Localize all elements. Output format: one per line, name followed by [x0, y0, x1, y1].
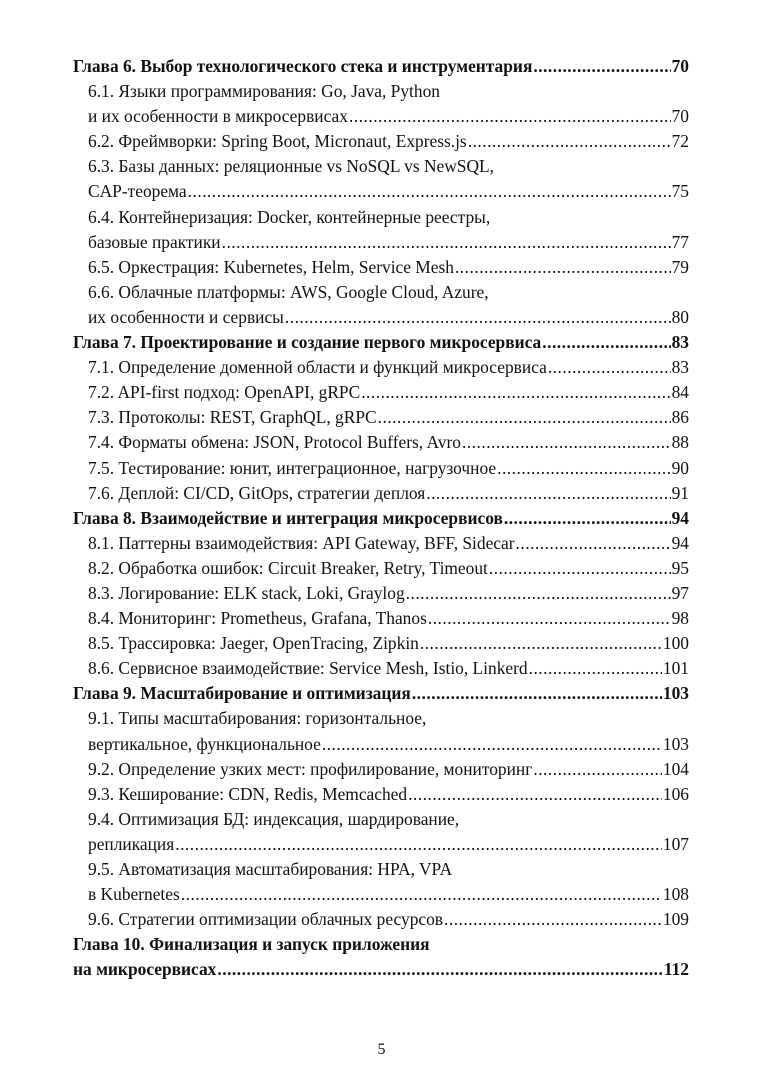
toc-entry-title: вертикальное, функциональное: [88, 733, 321, 754]
toc-page-number: 109: [662, 909, 689, 930]
toc-page-number: 100: [662, 633, 689, 654]
toc-section-line: [73, 205, 689, 230]
toc-entry-title: 7.5. Тестирование: юнит, интеграционное, нагрузочное: [88, 457, 497, 478]
toc-section-line: [73, 456, 689, 481]
toc-section-line: [73, 857, 689, 882]
dot-leader: [406, 581, 671, 606]
toc-page-number: 83: [671, 357, 689, 378]
toc-entry-title: 7.1. Определение доменной области и функций микросервиса: [88, 357, 547, 378]
toc-entry-title: 9.1. Типы масштабирования: горизонтальное,: [88, 708, 427, 729]
dot-leader: [504, 506, 671, 531]
toc-entry-title: 8.2. Обработка ошибок: Circuit Breaker, Retry, Timeout: [88, 557, 488, 578]
toc-section-line: [73, 380, 689, 405]
toc-page-number: 90: [671, 457, 689, 478]
toc-entry-title: 6.3. Базы данных: реляционные vs NoSQL vs NewSQL,: [88, 156, 495, 177]
dot-leader: [455, 255, 671, 280]
toc-entry-title: в Kubernetes: [88, 884, 180, 905]
toc-page-number: 101: [662, 658, 689, 679]
toc-entry-title: 8.6. Сервисное взаимодействие: Service Mesh, Istio, Linkerd: [88, 658, 528, 679]
toc-section-line: [73, 481, 689, 506]
toc-chapter-line: [73, 506, 689, 531]
dot-leader: [349, 104, 671, 129]
toc-page-number: 97: [671, 582, 689, 603]
dot-leader: [529, 656, 662, 681]
toc-section-line: [73, 280, 689, 305]
toc-chapter-line: [73, 681, 689, 706]
toc-entry-title: 7.3. Протоколы: REST, GraphQL, gRPC: [88, 407, 377, 428]
dot-leader: [285, 305, 671, 330]
toc-entry-title: 8.5. Трассировка: Jaeger, OpenTracing, Zipkin: [88, 633, 419, 654]
toc-section-line: [73, 104, 689, 129]
toc-section-line: [73, 305, 689, 330]
toc-section-line: [73, 79, 689, 104]
dot-leader: [516, 531, 671, 556]
toc-entry-title: и их особенности в микросервисах: [88, 106, 348, 127]
toc-entry-title: 7.4. Форматы обмена: JSON, Protocol Buffers, Avro: [88, 432, 461, 453]
toc-section-line: [73, 706, 689, 731]
toc-entry-title: 6.1. Языки программирования: Go, Java, Python: [88, 81, 440, 102]
toc-section-line: [73, 606, 689, 631]
dot-leader: [497, 456, 671, 481]
toc-entry-title: 6.4. Контейнеризация: Docker, контейнерные реестры,: [88, 206, 491, 227]
dot-leader: [181, 882, 662, 907]
dot-leader: [217, 957, 662, 982]
toc-chapter-line: [73, 932, 689, 957]
toc-section-line: [73, 757, 689, 782]
toc-page-number: 103: [662, 733, 689, 754]
dot-leader: [444, 907, 662, 932]
dot-leader: [420, 631, 662, 656]
toc-page-number: 70: [671, 106, 689, 127]
dot-leader: [378, 405, 671, 430]
toc-entry-title: CAP-теорема: [88, 181, 187, 202]
toc-entry-title: 6.6. Облачные платформы: AWS, Google Cloud, Azure,: [88, 281, 489, 302]
toc-section-line: [73, 179, 689, 204]
toc-entry-title: их особенности и сервисы: [88, 306, 284, 327]
toc-page-number: 80: [671, 306, 689, 327]
dot-leader: [548, 355, 671, 380]
toc-page-number: 95: [671, 557, 689, 578]
toc-page-number: 104: [662, 758, 689, 779]
toc-section-line: [73, 782, 689, 807]
toc-entry-title: 9.2. Определение узких мест: профилирование, мониторинг: [88, 758, 533, 779]
toc-page-number: 70: [671, 56, 689, 76]
toc-section-line: [73, 531, 689, 556]
toc-section-line: [73, 631, 689, 656]
dot-leader: [468, 129, 671, 154]
toc-chapter-line: [73, 957, 689, 982]
dot-leader: [533, 757, 662, 782]
toc-entry-title: 9.5. Автоматизация масштабирования: HPA, VPA: [88, 859, 453, 879]
toc-entry-title: Глава 8. Взаимодействие и интеграция микросервисов: [73, 507, 503, 528]
toc-section-line: [73, 255, 689, 280]
toc-entry-title: 8.1. Паттерны взаимодействия: API Gateway, BFF, Sidecar: [88, 532, 515, 553]
toc-section-line: [73, 907, 689, 932]
toc-entry-title: Глава 9. Масштабирование и оптимизация: [73, 683, 411, 704]
dot-leader: [462, 430, 671, 455]
dot-leader: [188, 179, 671, 204]
dot-leader: [175, 832, 662, 857]
toc-section-line: [73, 581, 689, 606]
toc-section-line: [73, 732, 689, 757]
toc-entry-title: 9.4. Оптимизация БД: индексация, шардирование,: [88, 808, 460, 829]
toc-section-line: [73, 807, 689, 832]
dot-leader: [426, 481, 670, 506]
toc-section-line: [73, 129, 689, 154]
toc-section-line: [73, 154, 689, 179]
dot-leader: [222, 230, 671, 255]
toc-section-line: [73, 656, 689, 681]
dot-leader: [489, 556, 671, 581]
toc-entry-title: Глава 6. Выбор технологического стека и инструментария: [73, 56, 533, 76]
toc-section-line: [73, 556, 689, 581]
toc-page-number: 84: [671, 382, 689, 403]
toc-page-number: 112: [663, 959, 689, 980]
toc-entry-title: на микросервисах: [73, 959, 217, 980]
toc-page-number: 98: [671, 608, 689, 629]
toc-chapter-line: [73, 330, 689, 355]
toc-page-number: 72: [671, 131, 689, 152]
toc-page-number: 83: [671, 332, 689, 353]
toc-section-line: [73, 230, 689, 255]
dot-leader: [542, 330, 670, 355]
dot-leader: [412, 681, 662, 706]
toc-entry-title: Глава 10. Финализация и запуск приложения: [73, 934, 430, 955]
toc-entry-title: 8.3. Логирование: ELK stack, Loki, Graylog: [88, 582, 405, 603]
toc-section-line: [73, 405, 689, 430]
toc-page-number: 94: [671, 532, 689, 553]
toc-page-number: 94: [671, 507, 689, 528]
toc-page-number: 88: [671, 432, 689, 453]
toc-section-line: [73, 832, 689, 857]
toc-page-number: 107: [662, 833, 689, 854]
page-number: 5: [377, 1041, 386, 1058]
toc-section-line: [73, 355, 689, 380]
toc-page-number: 106: [662, 783, 689, 804]
toc-page-number: 75: [671, 181, 689, 202]
dot-leader: [408, 782, 662, 807]
toc-entry-title: 6.2. Фреймворки: Spring Boot, Micronaut, Express.js: [88, 131, 467, 152]
toc-page-number: 108: [662, 884, 689, 905]
toc-section-line: [73, 882, 689, 907]
toc-page-number: 103: [662, 683, 689, 704]
toc-chapter-line: [73, 54, 689, 79]
toc-page-number: 79: [671, 256, 689, 277]
toc-entry-title: 7.2. API-first подход: OpenAPI, gRPC: [88, 382, 361, 403]
dot-leader: [533, 54, 670, 79]
toc-page-number: 91: [671, 482, 689, 503]
toc-entry-title: 9.6. Стратегии оптимизации облачных ресурсов: [88, 909, 444, 930]
dot-leader: [322, 732, 662, 757]
toc-entry-title: 9.3. Кеширование: CDN, Redis, Memcached: [88, 783, 408, 804]
toc-entry-title: 8.4. Мониторинг: Prometheus, Grafana, Thanos: [88, 608, 427, 629]
toc-page-number: 86: [671, 407, 689, 428]
toc-entry-title: репликация: [88, 833, 175, 854]
toc-entry-title: Глава 7. Проектирование и создание первого микросервиса: [73, 332, 542, 353]
toc-entry-title: базовые практики: [88, 231, 221, 252]
toc-entry-title: 6.5. Оркестрация: Kubernetes, Helm, Service Mesh: [88, 256, 454, 277]
toc-entry-title: 7.6. Деплой: CI/CD, GitOps, стратегии деплоя: [88, 482, 426, 503]
toc-page-number: 77: [671, 231, 689, 252]
dot-leader: [361, 380, 670, 405]
dot-leader: [428, 606, 671, 631]
table-of-contents: [73, 54, 689, 982]
toc-section-line: [73, 430, 689, 455]
